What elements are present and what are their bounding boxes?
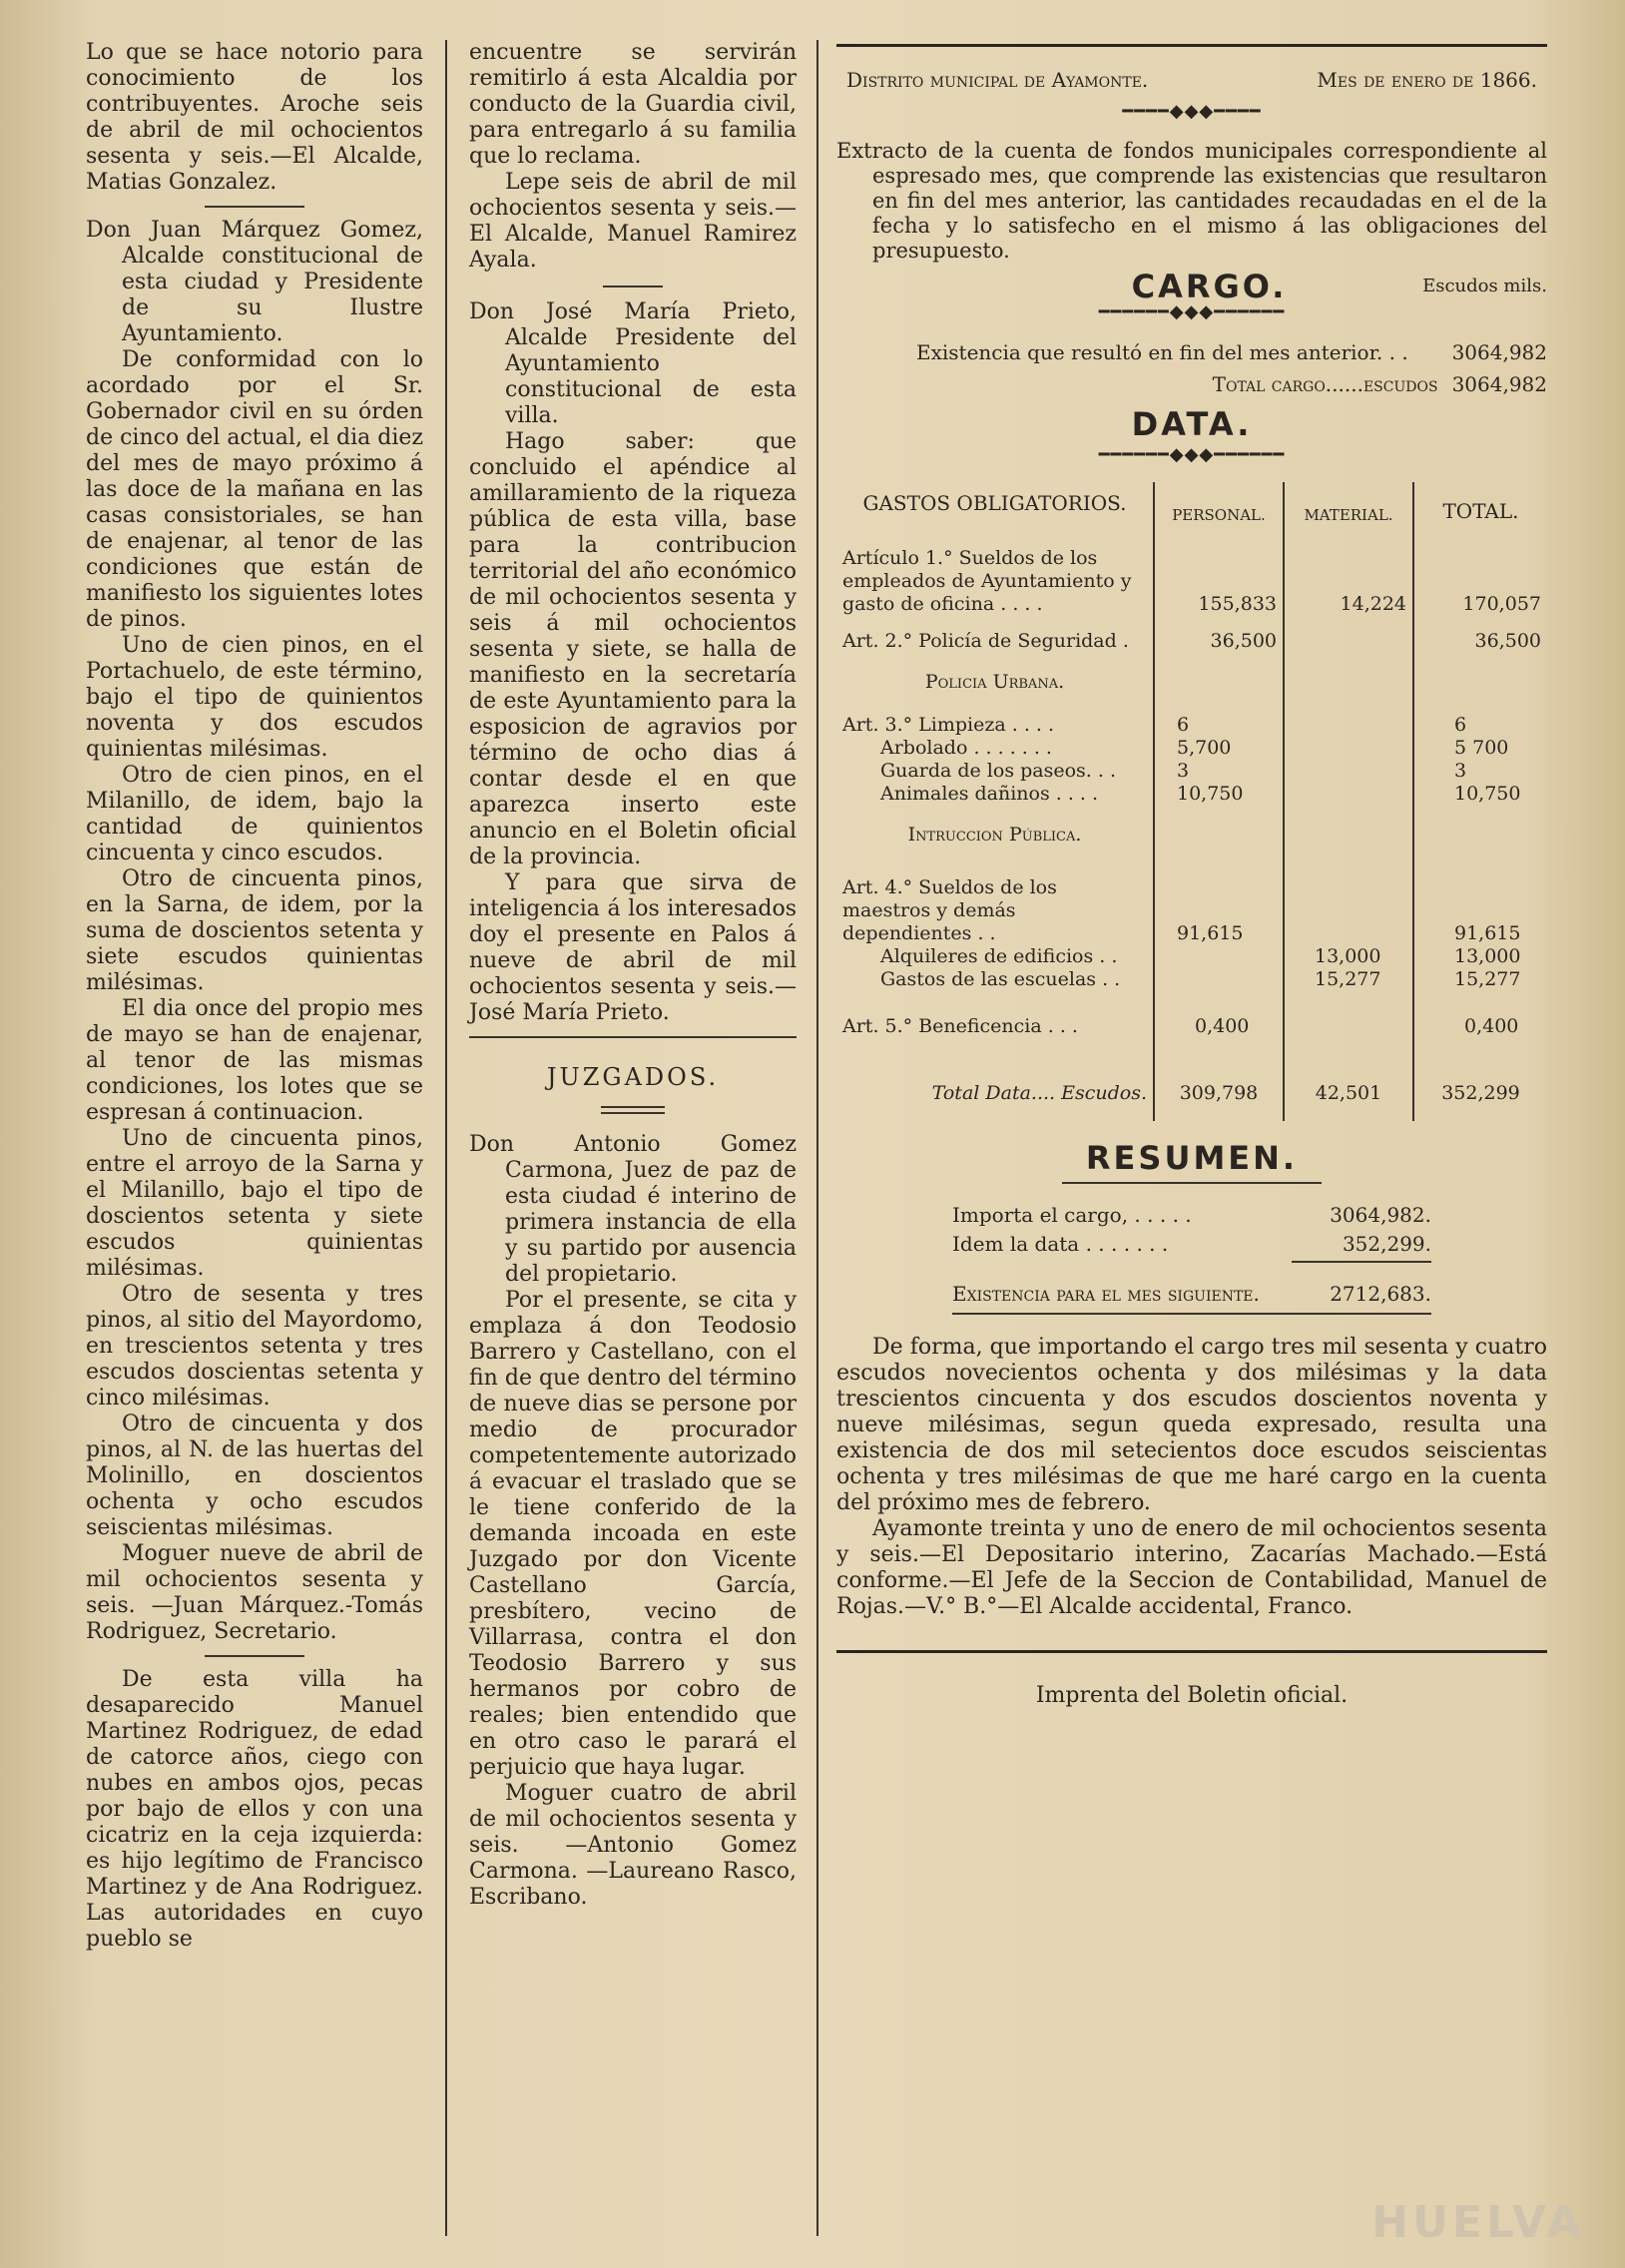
cell-material (1284, 876, 1413, 945)
total-total: 352,299 (1413, 1038, 1547, 1121)
table-row (836, 616, 1547, 653)
cell-material: 14,224 (1284, 529, 1413, 616)
month-label: Mes de enero de 1866. (1317, 68, 1537, 92)
cell-personal: 0,400 (1154, 991, 1284, 1038)
paragraph: El dia once del propio mes de mayo se han de enajenar, al tenor de las mismas condiciones, los lotes que se espresan á continuacion. (86, 996, 423, 1125)
table-header-row (836, 482, 1547, 529)
paragraph: Otro de cien pinos, en el Milanillo, de idem, bajo la cantidad de quinientos cincuenta y cinco escudos. (86, 763, 423, 865)
resumen-value: 3064,982. (1330, 1203, 1431, 1227)
total-material: 42,501 (1284, 1038, 1413, 1121)
ornament-rule: ━━━━◆◆◆━━━━ (1122, 101, 1262, 122)
column-1 (86, 40, 423, 1953)
paragraph: De conformidad con lo acordado por el Sr. Gobernador civil en su órden de cinco del actual, el dia diez del mes de mayo próximo á las doce de la mañana en las casas consistoriales, se han de enajenar, al tenor de las condiciones que están de manifiesto los siguientes lotes de pinos. (86, 347, 423, 632)
data-title: DATA. (1131, 405, 1253, 443)
paragraph: Y para que sirva de inteligencia á los interesados doy el presente en Palos á nueve de abril de mil ochocientos sesenta y seis.—José María Prieto. (469, 870, 797, 1025)
cargo-total-label: Total cargo......escudos (1212, 372, 1438, 396)
paragraph: Lepe seis de abril de mil ochocientos sesenta y seis.—El Alcalde, Manuel Ramirez Ayala. (469, 170, 797, 273)
table-row (836, 714, 1547, 737)
cell-material (1284, 760, 1413, 783)
cell-personal: 10,750 (1154, 783, 1284, 806)
imprenta-label: Imprenta del Boletin oficial. (1035, 1683, 1349, 1708)
rule (1062, 1182, 1322, 1184)
separator (469, 1036, 797, 1038)
cell-personal: 155,833 (1154, 529, 1284, 616)
separator (205, 206, 304, 208)
juzgados-heading: JUZGADOS. (546, 1063, 720, 1091)
resumen-block (952, 1202, 1431, 1315)
cargo-total-value: 3064,982 (1451, 372, 1547, 396)
resumen-row (952, 1231, 1431, 1257)
cell-personal (1154, 945, 1284, 968)
cell-total: 5 700 (1413, 737, 1547, 760)
cell-empty (1413, 653, 1547, 714)
district-label: Distrito municipal de Ayamonte. (846, 68, 1149, 92)
paragraph: Por el presente, se cita y emplaza á don Teodosio Barrero y Castellano, con el fin de que dentro del término de nueve dias se persone por medio de procurador competentemente autorizado á evacuar el traslado que se le tiene conferido de la demanda incoada en este Juzgado por don Vicente Castellano García, presbítero, vecino de Villarrasa, contra el don Teodosio Barrero y sus hermanos por cobro de reales; bien entendido que en otro caso le parará el perjuicio que haya lugar. (469, 1288, 797, 1780)
row-label: Animales dañinos . . . . (880, 783, 1099, 805)
cargo-line (836, 339, 1547, 365)
table-section-row (836, 806, 1547, 876)
cell-total: 91,615 (1413, 876, 1547, 945)
cargo-total (836, 371, 1547, 397)
cargo-title: CARGO. (1131, 268, 1288, 305)
total-personal: 309,798 (1154, 1038, 1284, 1121)
resumen-row (952, 1281, 1431, 1307)
paragraph: Moguer cuatro de abril de mil ochocientos sesenta y seis. —Antonio Gomez Carmona. —Laureano Rasco, Escribano. (469, 1781, 797, 1910)
top-rule (836, 44, 1547, 47)
cell-material: 15,277 (1284, 968, 1413, 991)
missing-person-notice: De esta villa ha desaparecido Manuel Martinez Rodriguez, de edad de catorce años, ciego con nubes en ambos ojos, pecas por bajo de ellos y con una cicatriz en la ceja izquierda: es hijo legítimo de Francisco Martinez y de Ana Rodriguez. Las autoridades en cuyo pueblo se (86, 1667, 423, 1952)
paragraph: Uno de cien pinos, en el Portachuelo, de este término, bajo el tipo de quinientos noventa y dos escudos quinientas milésimas. (86, 633, 423, 762)
row-label: Gastos de las escuelas . . (880, 968, 1121, 990)
aroche-notice: Lo que se hace notorio para conocimiento de los contribuyentes. Aroche seis de abril de mil ochocientos sesenta y seis.—El Alcalde, Matias Gonzalez. (86, 40, 423, 195)
cell-empty (1154, 653, 1284, 714)
cell-material (1284, 991, 1413, 1038)
table-row (836, 876, 1547, 945)
paragraph: encuentre se servirán remitirlo á esta Alcaldia por conducto de la Guardia civil, para entregarlo á su familia que lo reclama. (469, 40, 797, 169)
table-row (836, 945, 1547, 968)
resumen-value: 2712,683. (1330, 1282, 1431, 1306)
row-label: Artículo 1.° Sueldos de los empleados de Ayuntamiento y gasto de oficina . . . . (842, 547, 1132, 615)
huelva-watermark: HUELVA (1371, 2197, 1585, 2248)
column-2 (469, 40, 797, 1911)
table-section-row (836, 653, 1547, 714)
cell-personal: 36,500 (1154, 616, 1284, 653)
cell-personal: 3 (1154, 760, 1284, 783)
cell-total: 170,057 (1413, 529, 1547, 616)
row-label: Art. 2.° Policía de Seguridad . (842, 630, 1129, 652)
table-row (836, 737, 1547, 760)
row-label: Guarda de los paseos. . . (880, 760, 1116, 782)
table-row (836, 529, 1547, 616)
cell-material (1284, 737, 1413, 760)
paragraph: Hago saber: que concluido el apéndice al amillaramiento de la riqueza pública de esta villa, base para la contribucion territorial del año económico de mil ochocientos sesenta y seis á mil ochocientos sesenta y siete, se halla de manifiesto en la secretaría de este Ayuntamiento para la esposicion de agravios por término de ocho dias á contar desde el en que aparezca inserto este anuncio en el Boletin oficial de la provincia. (469, 429, 797, 869)
resumen-title-wrap (836, 1139, 1547, 1177)
cell-total: 3 (1413, 760, 1547, 783)
table-row (836, 968, 1547, 991)
judge-heading: Don Antonio Gomez Carmona, Juez de paz de esta ciudad é interino de primera instancia de ella y su partido por ausencia del propietario. (469, 1132, 797, 1287)
material-header: MATERIAL. (1284, 482, 1413, 529)
row-label: Alquileres de edificios . . (880, 945, 1118, 967)
personal-header: PERSONAL. (1154, 482, 1284, 529)
separator (603, 285, 663, 287)
ornament-rule: ━━━━━━◆◆◆━━━━━━ (1098, 444, 1286, 465)
table-row (836, 783, 1547, 806)
section-instruccion: Intruccion Pública. (907, 824, 1082, 846)
closing-signatures: Ayamonte treinta y uno de enero de mil ochocientos sesenta y seis.—El Depositario interino, Zacarías Machado.—Está conforme.—El Jefe de la Seccion de Contabilidad, Manuel de Rojas.—V.° B.°—El Alcalde accidental, Franco. (836, 1516, 1547, 1619)
cell-total: 10,750 (1413, 783, 1547, 806)
cell-personal: 91,615 (1154, 876, 1284, 945)
data-title-wrap (836, 405, 1547, 443)
table-total-row (836, 1038, 1547, 1121)
closing-paragraph: De forma, que importando el cargo tres mil sesenta y cuatro escudos novecientos ochenta y dos milésimas y la data trescientos cincuenta y dos escudos doscientos noventa y nueve milésimas, segun queda expresado, resulta una existencia de dos mil setecientos doce escudos seiscientas ochenta y tres milésimas de que me haré cargo en la cuenta del próximo mes de febrero. (836, 1335, 1547, 1515)
row-label: Art. 4.° Sueldos de los maestros y demás dependientes . . (842, 876, 1057, 944)
section-policia-urbana: Policia Urbana. (924, 671, 1065, 693)
cell-total: 0,400 (1413, 991, 1547, 1038)
cell-total: 6 (1413, 714, 1547, 737)
cell-empty (1284, 653, 1413, 714)
column-rule-2 (816, 40, 818, 2236)
rule (952, 1313, 1431, 1315)
resumen-label: Existencia para el mes siguiente. (952, 1282, 1260, 1306)
paragraph: Uno de cincuenta pinos, entre el arroyo de la Sarna y el Milanillo, bajo el tipo de doscientos setenta y siete escudos quinientas milésimas. (86, 1126, 423, 1281)
gastos-header: GASTOS OBLIGATORIOS. (862, 491, 1127, 515)
cell-material (1284, 783, 1413, 806)
table-row (836, 991, 1547, 1038)
resumen-title: RESUMEN. (1085, 1139, 1299, 1177)
extracto-paragraph: Extracto de la cuenta de fondos municipales correspondiente al espresado mes, que comprende las existencias que resultaron en fin del mes anterior, las cantidades recaudadas en el de la fecha y lo satisfecho en el mismo á las obligaciones del presupuesto. (836, 139, 1547, 263)
total-data-label: Total Data.... Escudos. (931, 1082, 1147, 1104)
paragraph: Otro de cincuenta y dos pinos, al N. de las huertas del Molinillo, en doscientos ochenta y ocho escudos seiscientas milésimas. (86, 1412, 423, 1540)
resumen-label: Idem la data . . . . . . . (952, 1232, 1169, 1256)
cell-total: 36,500 (1413, 616, 1547, 653)
cell-material (1284, 616, 1413, 653)
footer-rule (836, 1650, 1547, 1653)
total-header: TOTAL. (1413, 482, 1547, 529)
resumen-row (952, 1202, 1431, 1228)
column-3 (836, 40, 1547, 1709)
cell-personal: 5,700 (1154, 737, 1284, 760)
ornament-rule: ━━━━━━◆◆◆━━━━━━ (1098, 301, 1286, 322)
double-rule (601, 1106, 665, 1114)
cell-material: 13,000 (1284, 945, 1413, 968)
paragraph: Otro de cincuenta pinos, en la Sarna, de idem, por la suma de doscientos setenta y siete escudos quinientas milésimas. (86, 866, 423, 995)
cell-total: 13,000 (1413, 945, 1547, 968)
cargo-line-label: Existencia que resultó en fin del mes anterior. . . (916, 340, 1408, 364)
rule (1292, 1261, 1431, 1263)
row-label: Art. 3.° Limpieza . . . . (842, 714, 1055, 736)
cell-personal: 6 (1154, 714, 1284, 737)
units-label: Escudos mils. (1422, 276, 1547, 296)
account-header (846, 67, 1537, 93)
paragraph: Otro de sesenta y tres pinos, al sitio del Mayordomo, en trescientos setenta y tres escudos doscientas setenta y cinco milésimas. (86, 1282, 423, 1411)
resumen-value: 352,299. (1342, 1232, 1431, 1256)
cell-empty (1284, 806, 1413, 876)
paragraph: Moguer nueve de abril de mil ochocientos sesenta y seis. —Juan Márquez.-Tomás Rodriguez, Secretario. (86, 1541, 423, 1644)
cargo-line-value: 3064,982 (1451, 340, 1547, 364)
column-rule-1 (445, 40, 447, 2236)
cell-empty (1413, 806, 1547, 876)
palos-mayor-heading: Don José María Prieto, Alcalde Presidente del Ayuntamiento constitucional de esta villa. (469, 299, 797, 428)
cell-empty (1154, 806, 1284, 876)
row-label: Art. 5.° Beneficencia . . . (842, 1015, 1078, 1037)
resumen-label: Importa el cargo, . . . . . (952, 1203, 1192, 1227)
separator (205, 1655, 304, 1657)
row-label: Arbolado . . . . . . . (880, 737, 1052, 759)
data-table (836, 482, 1547, 1121)
moguer-mayor-heading: Don Juan Márquez Gomez, Alcalde constitucional de esta ciudad y Presidente de su Ilustre Ayuntamiento. (86, 218, 423, 346)
cargo-header (836, 268, 1547, 305)
cell-total: 15,277 (1413, 968, 1547, 991)
cell-personal (1154, 968, 1284, 991)
table-row (836, 760, 1547, 783)
cell-material (1284, 714, 1413, 737)
